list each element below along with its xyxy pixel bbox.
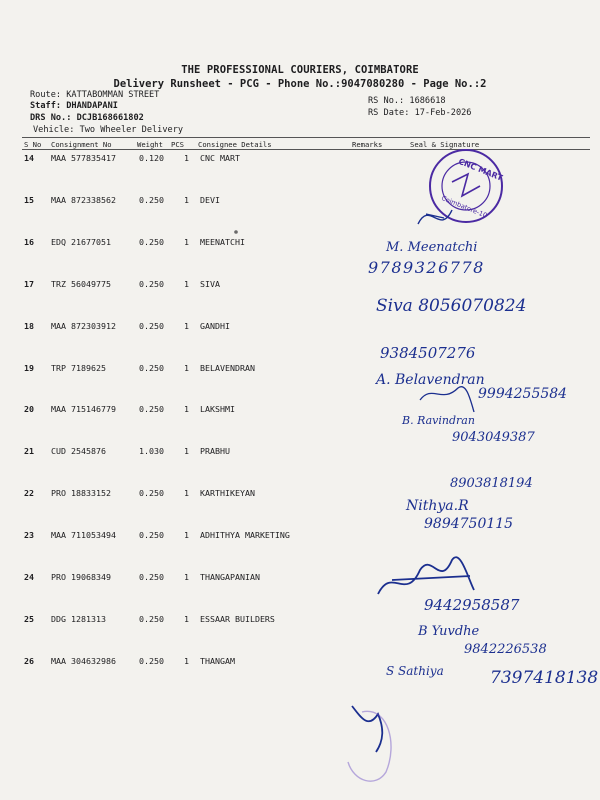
row-sno: 18 [24, 320, 34, 331]
rs-date: RS Date: 17-Feb-2026 [368, 108, 472, 118]
staff: Staff: DHANDAPANI [30, 101, 118, 111]
handwritten-name-lakshmi: B. Ravindran [402, 414, 475, 427]
stamp-city: Coimbatore-10 [440, 194, 489, 220]
row-sno: 15 [24, 194, 34, 205]
row-pcs: 1 [184, 488, 189, 499]
row-pcs: 1 [184, 530, 189, 541]
handwritten-phone-belavendran: 9994255584 [478, 386, 568, 402]
row-pcs: 1 [184, 655, 189, 666]
col-seal-signature: Seal & Signature [410, 140, 480, 149]
row-consignment: CUD 2545876 [51, 446, 106, 457]
row-sno: 24 [24, 572, 34, 582]
row-consignee: BELAVENDRAN [200, 362, 255, 373]
col-pcs: PCS [171, 140, 184, 149]
row-consignment: TRZ 56049775 [51, 278, 111, 289]
handwritten-phone-gowdhami: 8903818194 [450, 476, 533, 491]
row-consignee: KARTHIKEYAN [200, 488, 255, 499]
row-pcs: 1 [184, 278, 189, 289]
stamp-name: CNC MART [457, 156, 504, 183]
drs-number: DRS No.: DCJB168661802 [30, 113, 144, 123]
row-sno: 26 [24, 655, 34, 666]
vehicle: Vehicle: Two Wheeler Delivery [33, 125, 184, 135]
row-consignment: MAA 304632986 [51, 655, 116, 666]
row-weight: 0.250 [139, 320, 164, 331]
row-consignment: PRO 19068349 [51, 572, 111, 582]
company-name: THE PROFESSIONAL COURIERS, COIMBATORE [181, 64, 419, 76]
row-pcs: 1 [184, 572, 189, 582]
row-sno: 16 [24, 236, 34, 247]
row-weight: 0.250 [139, 488, 164, 499]
stamp-signature [452, 174, 480, 196]
row-pcs: 1 [184, 613, 189, 624]
signature-bottom [352, 706, 382, 752]
row-consignment: MAA 872303912 [51, 320, 116, 331]
row-consignee: DEVI [200, 194, 220, 205]
row-sno: 19 [24, 362, 34, 373]
row-pcs: 1 [184, 194, 189, 205]
row-consignment: MAA 711053494 [51, 530, 116, 541]
handwritten-phone-row25: 9842226538 [464, 642, 547, 657]
row-pcs: 1 [184, 404, 189, 415]
col-consignee: Consignee Details [198, 140, 272, 149]
row-pcs: 1 [184, 446, 189, 457]
row-consignee: SIVA [200, 278, 220, 289]
handwritten-phone-row19: 9384507276 [380, 344, 476, 362]
row-consignment: EDQ 21677051 [51, 236, 111, 247]
col-sno: S No [24, 140, 42, 149]
row-sno: 25 [24, 613, 34, 624]
col-consignment: Consignment No [51, 140, 112, 149]
row-sno: 17 [24, 278, 34, 289]
runsheet-title: Delivery Runsheet - PCG - Phone No.:9047080280 - Page No.:2 [113, 78, 487, 90]
row-weight: 0.120 [139, 153, 164, 163]
row-pcs: 1 [184, 362, 189, 373]
row-consignment: MAA 872338562 [51, 194, 116, 205]
row-weight: 0.250 [139, 194, 164, 205]
row-sno: 20 [24, 404, 34, 415]
row-sno: 21 [24, 446, 34, 457]
handwritten-name-meenatchi: M. Meenatchi [386, 240, 478, 255]
row-weight: 0.250 [139, 236, 164, 247]
handwritten-phone-row24: 9442958587 [424, 596, 520, 614]
row-consignee: CNC MART [200, 153, 240, 163]
row-consignee: MEENATCHI [200, 236, 245, 247]
row-weight: 0.250 [139, 278, 164, 289]
handwritten-phone-meenatchi: 9789326778 [368, 258, 485, 277]
row-consignee: ESSAAR BUILDERS [200, 613, 275, 624]
row-consignment: MAA 715146779 [51, 404, 116, 415]
row-consignee: GANDHI [200, 320, 230, 331]
rs-number: RS No.: 1686618 [368, 96, 446, 106]
row-weight: 0.250 [139, 613, 164, 624]
ink-speck [234, 230, 238, 234]
row-weight: 1.030 [139, 446, 164, 457]
row-weight: 0.250 [139, 362, 164, 373]
row-weight: 0.250 [139, 530, 164, 541]
signature-devi [418, 210, 452, 224]
row-consignee: THANGAPANIAN [200, 572, 260, 582]
row-weight: 0.250 [139, 655, 164, 666]
row-consignee: PRABHU [200, 446, 230, 457]
signature-lakshmi [420, 387, 474, 412]
handwritten-siva: Siva 8056070824 [376, 296, 527, 316]
row-pcs: 1 [184, 153, 189, 163]
row-pcs: 1 [184, 236, 189, 247]
row-consignment: MAA 577835417 [51, 153, 116, 163]
row-consignment: TRP 7189625 [51, 362, 106, 373]
row-pcs: 1 [184, 320, 189, 331]
handwritten-name-nithya: Nithya.R [406, 498, 469, 514]
row-weight: 0.250 [139, 572, 164, 582]
cnc-mart-stamp [430, 150, 504, 222]
row-sno: 22 [24, 488, 34, 499]
handwritten-name-row26: S Sathiya [386, 664, 444, 678]
row-sno: 14 [24, 153, 34, 163]
handwritten-name-row25: B Yuvdhe [418, 624, 480, 639]
handwritten-phone-lakshmi: 9043049387 [452, 430, 535, 445]
handwritten-name-belavendran: A. Belavendran [376, 372, 485, 388]
handwritten-phone-nithya: 9894750115 [424, 516, 514, 532]
row-sno: 23 [24, 530, 34, 541]
route: Route: KATTABOMMAN STREET [30, 90, 160, 100]
signature-row24 [378, 557, 474, 594]
row-consignee: THANGAM [200, 655, 235, 666]
row-consignee: ADHITHYA MARKETING [200, 530, 290, 541]
col-remarks: Remarks [352, 140, 383, 149]
row-weight: 0.250 [139, 404, 164, 415]
col-weight: Weight [137, 140, 163, 149]
row-consignee: LAKSHMI [200, 404, 235, 415]
row-consignment: PRO 18833152 [51, 488, 111, 499]
handwritten-phone-row26: 7397418138 [490, 668, 599, 688]
row-consignment: DDG 1281313 [51, 613, 106, 624]
